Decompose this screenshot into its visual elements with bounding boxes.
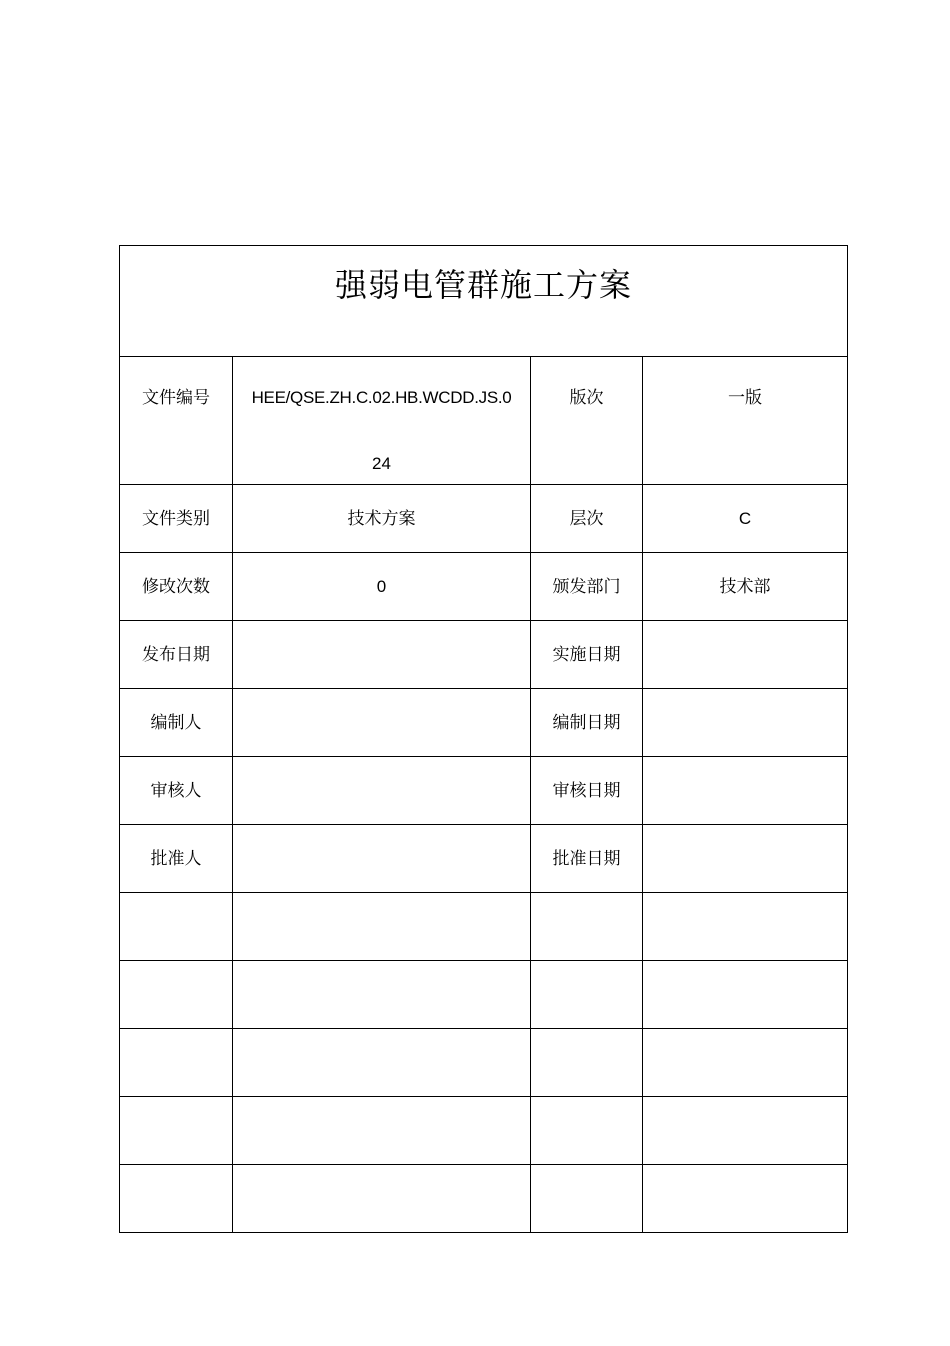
value-file-category: 技术方案 xyxy=(233,485,531,553)
empty-row xyxy=(120,1097,848,1165)
label-compiler: 编制人 xyxy=(120,689,233,757)
empty-cell xyxy=(531,961,643,1029)
empty-cell xyxy=(120,961,233,1029)
label-file-number: 文件编号 xyxy=(120,357,233,485)
empty-cell xyxy=(643,1029,848,1097)
empty-cell xyxy=(531,1097,643,1165)
empty-cell xyxy=(531,893,643,961)
title-cell xyxy=(120,246,848,357)
row-file-category xyxy=(120,485,848,553)
empty-row xyxy=(120,893,848,961)
label-edition: 版次 xyxy=(531,357,643,485)
value-level: C xyxy=(643,485,848,553)
row-compiler xyxy=(120,689,848,757)
empty-cell xyxy=(120,1165,233,1233)
label-publish-date: 发布日期 xyxy=(120,621,233,689)
empty-cell xyxy=(233,1029,531,1097)
label-level: 层次 xyxy=(531,485,643,553)
value-issuing-department: 技术部 xyxy=(643,553,848,621)
value-revision-count: 0 xyxy=(233,553,531,621)
empty-cell xyxy=(643,893,848,961)
value-compile-date xyxy=(643,689,848,757)
label-implementation-date: 实施日期 xyxy=(531,621,643,689)
document-title: 强弱电管群施工方案 xyxy=(335,266,633,304)
empty-cell xyxy=(120,1097,233,1165)
file-number-line1: HEE/QSE.ZH.C.02.HB.WCDD.JS.0 xyxy=(251,388,512,407)
empty-cell xyxy=(120,1029,233,1097)
label-revision-count: 修改次数 xyxy=(120,553,233,621)
value-implementation-date xyxy=(643,621,848,689)
empty-cell xyxy=(531,1165,643,1233)
value-edition: 一版 xyxy=(643,357,848,485)
empty-cell xyxy=(643,961,848,1029)
value-reviewer xyxy=(233,757,531,825)
row-revision-count xyxy=(120,553,848,621)
value-compiler xyxy=(233,689,531,757)
label-approval-date: 批准日期 xyxy=(531,825,643,893)
label-file-category: 文件类别 xyxy=(120,485,233,553)
empty-row xyxy=(120,1029,848,1097)
label-review-date: 审核日期 xyxy=(531,757,643,825)
empty-row xyxy=(120,1165,848,1233)
file-number-line2: 24 xyxy=(372,454,391,473)
document-cover-table xyxy=(119,245,848,1233)
value-publish-date xyxy=(233,621,531,689)
row-publish-date xyxy=(120,621,848,689)
empty-row xyxy=(120,961,848,1029)
label-reviewer: 审核人 xyxy=(120,757,233,825)
empty-cell xyxy=(233,961,531,1029)
value-approval-date xyxy=(643,825,848,893)
empty-cell xyxy=(643,1097,848,1165)
row-file-number xyxy=(120,357,848,485)
label-approver: 批准人 xyxy=(120,825,233,893)
value-file-number xyxy=(233,357,531,485)
empty-cell xyxy=(120,893,233,961)
label-compile-date: 编制日期 xyxy=(531,689,643,757)
value-approver xyxy=(233,825,531,893)
value-review-date xyxy=(643,757,848,825)
row-reviewer xyxy=(120,757,848,825)
empty-cell xyxy=(233,1097,531,1165)
empty-cell xyxy=(643,1165,848,1233)
empty-cell xyxy=(233,1165,531,1233)
empty-cell xyxy=(531,1029,643,1097)
row-approver xyxy=(120,825,848,893)
empty-cell xyxy=(233,893,531,961)
label-issuing-department: 颁发部门 xyxy=(531,553,643,621)
